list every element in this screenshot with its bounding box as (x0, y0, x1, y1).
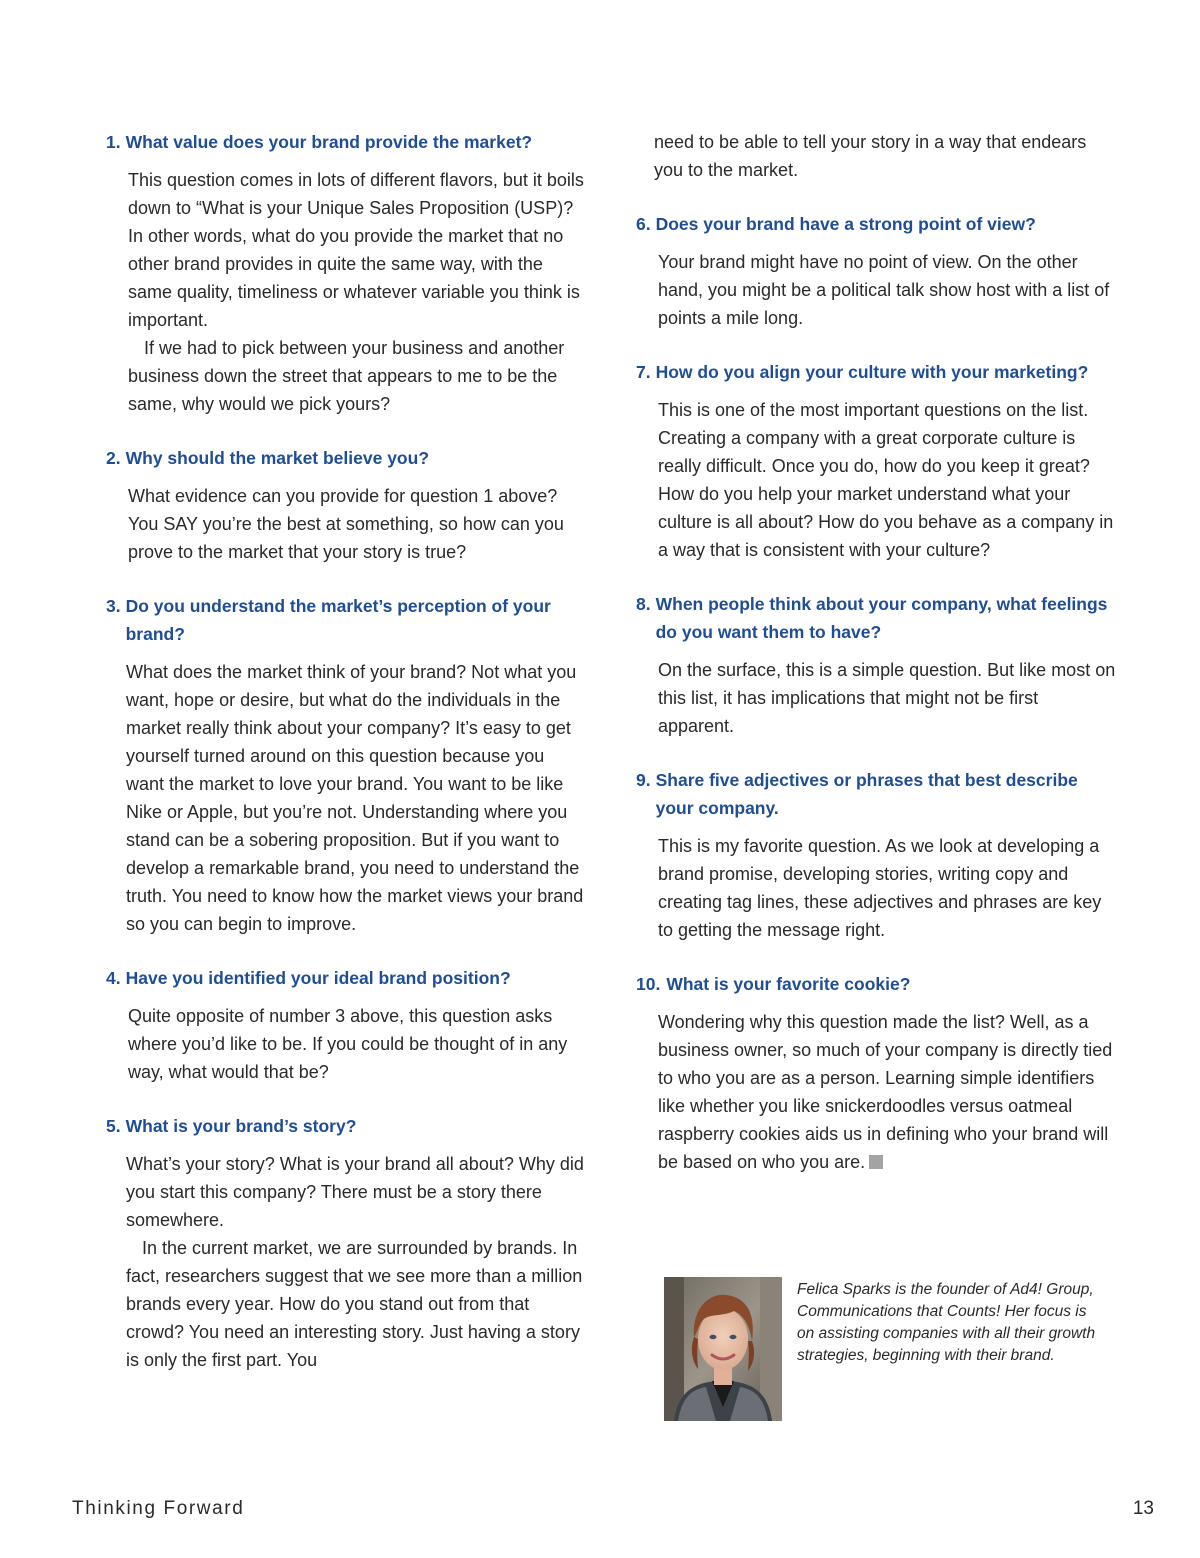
end-of-article-mark (869, 1155, 883, 1169)
answer-continuation: need to be able to tell your story in a way that endears you to the market. (654, 132, 1087, 180)
answer-paragraph: This question comes in lots of different flavors, but it boils down to “What is your Unique Sales Proposition (USP)? In other words, what do you provide the market that no other brand provides in quite the same way, with the same quality, timeliness or whatever variable you think is important. (128, 170, 584, 330)
question-heading-10: 10. What is your favorite cookie? (636, 974, 911, 994)
answer-paragraph: Quite opposite of number 3 above, this question asks where you’d like to be. If you could be thought of in any way, what would that be? (128, 1006, 568, 1082)
question-heading-5: 5. What is your brand’s story? (106, 1116, 357, 1136)
answer-paragraph: In the current market, we are surrounded by brands. In fact, researchers suggest that we see more than a million brands every year. How do you stand out from that crowd? You need an interesting story. Just having a story is only the first part. You (126, 1238, 583, 1370)
question-heading-6: 6. Does your brand have a strong point of view? (636, 214, 1036, 234)
question-heading-3: 3. Do you understand the market’s perception of your brand? (106, 596, 551, 644)
answer-paragraph: What does the market think of your brand? Not what you want, hope or desire, but what do the individuals in the market really think about your company? It’s easy to get yourself turned around on this question because you want the market to love your brand. You want to be like Nike or Apple, but you’re not. Understanding where you stand can be a sobering proposition. But if you want to develop a remarkable brand, you need to understand the truth. You need to know how the market views your brand so you can begin to improve. (126, 662, 584, 934)
answer-paragraph: This is one of the most important questions on the list. Creating a company with a great corporate culture is really difficult. Once you do, how do you keep it great? How do you help your market understand what your culture is all about? How do you behave as a company in a way that is consistent with your culture? (658, 400, 1114, 560)
left-column (106, 128, 586, 1374)
right-column (636, 128, 1116, 1176)
question-heading-2: 2. Why should the market believe you? (106, 448, 430, 468)
answer-paragraph: What evidence can you provide for question 1 above? You SAY you’re the best at something, so how can you prove to the market that your story is true? (128, 486, 564, 562)
question-heading-4: 4. Have you identified your ideal brand position? (106, 968, 511, 988)
answer-paragraph: Your brand might have no point of view. On the other hand, you might be a political talk show host with a list of points a mile long. (658, 252, 1110, 328)
answer-paragraph: On the surface, this is a simple question. But like most on this list, it has implications that might not be first apparent. (658, 660, 1116, 736)
answer-paragraph: Wondering why this question made the list? Well, as a business owner, so much of your company is directly tied to who you are as a person. Learning simple identifiers like whether you like snickerdoodles versus oatmeal raspberry cookies aids us in defining who your brand will be based on who you are. (658, 1012, 1113, 1172)
question-heading-8: 8. When people think about your company, what feelings do you want them to have? (636, 594, 1108, 642)
author-bio-text: Felica Sparks is the founder of Ad4! Group, Communications that Counts! Her focus is on assisting companies with all their growth strategies, beginning with their brand. (797, 1281, 1096, 1364)
answer-paragraph: If we had to pick between your business and another business down the street that appears to me to be the same, why would we pick yours? (128, 338, 565, 414)
question-heading-7: 7. How do you align your culture with your marketing? (636, 362, 1089, 382)
question-heading-1: 1. What value does your brand provide the market? (106, 132, 533, 152)
publication-name: Thinking Forward (72, 1498, 245, 1519)
page-number: 13 (1132, 1498, 1154, 1519)
author-bio (664, 1277, 1124, 1421)
answer-paragraph: What’s your story? What is your brand all about? Why did you start this company? There must be a story there somewhere. (126, 1154, 584, 1230)
question-heading-9: 9. Share five adjectives or phrases that best describe your company. (636, 770, 1078, 818)
answer-paragraph: This is my favorite question. As we look at developing a brand promise, developing stories, writing copy and creating tag lines, these adjectives and phrases are key to getting the message right. (658, 836, 1102, 940)
author-photo (664, 1277, 782, 1421)
